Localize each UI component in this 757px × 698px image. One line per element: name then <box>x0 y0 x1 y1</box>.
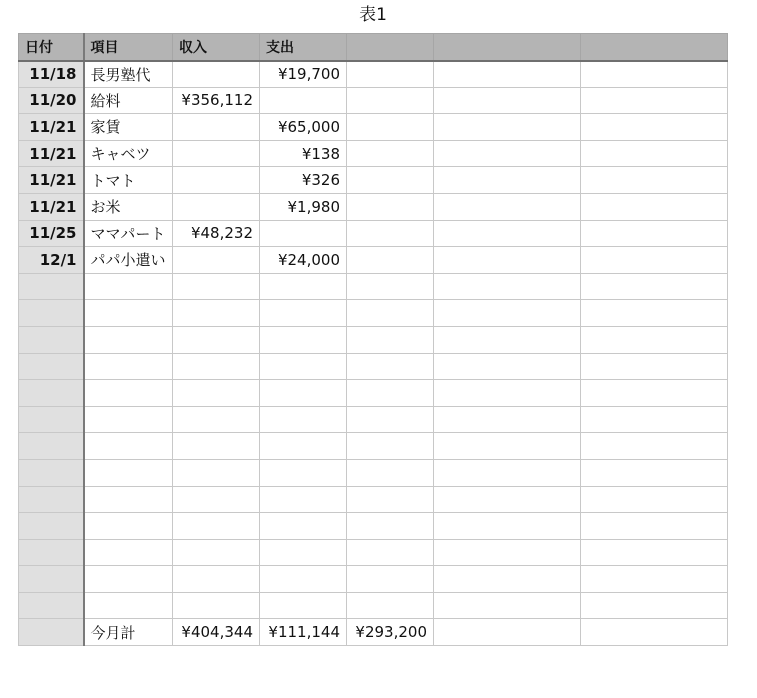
item-cell[interactable] <box>84 513 173 540</box>
date-cell[interactable] <box>19 406 84 433</box>
table-row <box>19 459 728 486</box>
item-cell[interactable]: 家賃 <box>84 114 173 141</box>
cell[interactable] <box>581 87 728 114</box>
cell[interactable] <box>434 247 581 274</box>
date-cell[interactable] <box>19 539 84 566</box>
cell[interactable] <box>347 247 434 274</box>
income-cell[interactable]: ¥356,112 <box>173 87 260 114</box>
expense-cell[interactable] <box>260 273 347 300</box>
expense-cell[interactable] <box>260 353 347 380</box>
income-cell[interactable] <box>173 433 260 460</box>
income-cell[interactable] <box>173 61 260 88</box>
table-row <box>19 406 728 433</box>
cell[interactable] <box>581 247 728 274</box>
cell[interactable] <box>434 539 581 566</box>
item-cell[interactable] <box>84 459 173 486</box>
item-cell[interactable] <box>84 566 173 593</box>
date-cell[interactable] <box>19 273 84 300</box>
totals-row <box>19 619 728 646</box>
totals-label-cell[interactable]: 今月計 <box>84 619 173 646</box>
cell[interactable] <box>347 87 434 114</box>
cell[interactable] <box>581 592 728 619</box>
item-cell[interactable] <box>84 539 173 566</box>
expense-cell[interactable] <box>260 566 347 593</box>
cell[interactable] <box>581 380 728 407</box>
cell[interactable] <box>581 273 728 300</box>
date-cell[interactable]: 11/21 <box>19 193 84 220</box>
column-header-expense[interactable]: 支出 <box>260 34 347 61</box>
cell[interactable] <box>434 433 581 460</box>
item-cell[interactable] <box>84 326 173 353</box>
income-cell[interactable] <box>173 539 260 566</box>
date-cell[interactable] <box>19 353 84 380</box>
cell[interactable] <box>581 406 728 433</box>
cell[interactable] <box>347 300 434 327</box>
date-cell[interactable] <box>19 592 84 619</box>
cell[interactable] <box>434 167 581 194</box>
income-cell[interactable] <box>173 592 260 619</box>
cell[interactable] <box>434 459 581 486</box>
item-cell[interactable] <box>84 300 173 327</box>
cell[interactable] <box>581 486 728 513</box>
cell[interactable] <box>347 167 434 194</box>
income-cell[interactable] <box>173 247 260 274</box>
cell[interactable] <box>581 459 728 486</box>
income-cell[interactable] <box>173 273 260 300</box>
cell[interactable] <box>581 353 728 380</box>
expense-cell[interactable] <box>260 459 347 486</box>
cell[interactable] <box>434 87 581 114</box>
table-row <box>19 566 728 593</box>
expense-cell[interactable] <box>260 87 347 114</box>
header-row <box>19 34 728 61</box>
cell[interactable] <box>434 273 581 300</box>
cell[interactable] <box>347 326 434 353</box>
cell[interactable] <box>434 566 581 593</box>
income-cell[interactable] <box>173 486 260 513</box>
date-cell[interactable]: 11/21 <box>19 114 84 141</box>
date-cell[interactable] <box>19 513 84 540</box>
cell[interactable] <box>347 433 434 460</box>
table-row <box>19 273 728 300</box>
date-cell[interactable]: 11/21 <box>19 167 84 194</box>
cell[interactable] <box>434 380 581 407</box>
table-row <box>19 539 728 566</box>
cell[interactable] <box>347 459 434 486</box>
cell[interactable] <box>347 220 434 247</box>
column-header-f[interactable] <box>434 34 581 61</box>
cell[interactable] <box>434 619 581 646</box>
sheet-title: 表1 <box>359 5 387 25</box>
cell[interactable] <box>581 140 728 167</box>
cell[interactable] <box>581 566 728 593</box>
table-row <box>19 140 728 167</box>
cell[interactable] <box>347 380 434 407</box>
cell[interactable] <box>347 114 434 141</box>
date-cell[interactable] <box>19 486 84 513</box>
cell[interactable] <box>581 61 728 88</box>
date-cell[interactable] <box>19 300 84 327</box>
expense-cell[interactable] <box>260 513 347 540</box>
expense-cell[interactable] <box>260 592 347 619</box>
cell[interactable] <box>347 539 434 566</box>
cell[interactable] <box>434 193 581 220</box>
expense-cell[interactable] <box>260 220 347 247</box>
table-row <box>19 167 728 194</box>
cell[interactable] <box>434 140 581 167</box>
item-cell[interactable] <box>84 353 173 380</box>
cell[interactable] <box>581 167 728 194</box>
income-cell[interactable] <box>173 459 260 486</box>
income-cell[interactable] <box>173 513 260 540</box>
cell[interactable] <box>581 539 728 566</box>
income-cell[interactable] <box>173 353 260 380</box>
income-cell[interactable] <box>173 114 260 141</box>
cell[interactable] <box>434 300 581 327</box>
expense-cell[interactable] <box>260 300 347 327</box>
table-row <box>19 592 728 619</box>
column-header-g[interactable] <box>581 34 728 61</box>
cell[interactable] <box>581 433 728 460</box>
expense-cell[interactable] <box>260 433 347 460</box>
income-cell[interactable] <box>173 566 260 593</box>
date-cell[interactable] <box>19 326 84 353</box>
cell[interactable] <box>347 592 434 619</box>
cell[interactable] <box>434 61 581 88</box>
table-row <box>19 513 728 540</box>
expense-cell[interactable]: ¥65,000 <box>260 114 347 141</box>
income-cell[interactable] <box>173 380 260 407</box>
cell[interactable] <box>581 326 728 353</box>
income-cell[interactable] <box>173 326 260 353</box>
table-row <box>19 247 728 274</box>
item-cell[interactable] <box>84 592 173 619</box>
table-row <box>19 220 728 247</box>
date-cell[interactable]: 12/1 <box>19 247 84 274</box>
expense-total-cell[interactable]: ¥111,144 <box>260 619 347 646</box>
item-cell[interactable]: キャベツ <box>84 140 173 167</box>
cell[interactable] <box>434 486 581 513</box>
cell[interactable] <box>434 220 581 247</box>
expense-cell[interactable] <box>260 380 347 407</box>
item-cell[interactable] <box>84 406 173 433</box>
balance-cell[interactable]: ¥293,200 <box>347 619 434 646</box>
cell[interactable] <box>434 353 581 380</box>
date-cell[interactable]: 11/18 <box>19 61 84 88</box>
item-cell[interactable] <box>84 380 173 407</box>
income-total-cell[interactable]: ¥404,344 <box>173 619 260 646</box>
table-row <box>19 61 728 88</box>
table-row <box>19 114 728 141</box>
income-cell[interactable] <box>173 167 260 194</box>
column-header-date[interactable]: 日付 <box>19 34 84 61</box>
expense-cell[interactable]: ¥138 <box>260 140 347 167</box>
cell[interactable] <box>347 566 434 593</box>
cell[interactable] <box>347 513 434 540</box>
income-cell[interactable] <box>173 193 260 220</box>
item-cell[interactable]: トマト <box>84 167 173 194</box>
cell[interactable] <box>581 300 728 327</box>
cell[interactable] <box>347 486 434 513</box>
item-cell[interactable]: ママパート <box>84 220 173 247</box>
table-row <box>19 300 728 327</box>
table-row <box>19 433 728 460</box>
column-header-income[interactable]: 収入 <box>173 34 260 61</box>
item-cell[interactable]: 給料 <box>84 87 173 114</box>
table-row <box>19 326 728 353</box>
item-cell[interactable] <box>84 486 173 513</box>
cell[interactable] <box>347 61 434 88</box>
income-cell[interactable] <box>173 140 260 167</box>
expense-cell[interactable]: ¥24,000 <box>260 247 347 274</box>
expense-cell[interactable] <box>260 406 347 433</box>
expense-cell[interactable] <box>260 539 347 566</box>
expense-cell[interactable]: ¥19,700 <box>260 61 347 88</box>
spreadsheet-table <box>18 33 728 646</box>
date-cell[interactable] <box>19 433 84 460</box>
cell[interactable] <box>434 326 581 353</box>
cell[interactable] <box>347 353 434 380</box>
income-cell[interactable]: ¥48,232 <box>173 220 260 247</box>
cell[interactable] <box>434 592 581 619</box>
cell[interactable] <box>434 114 581 141</box>
cell[interactable] <box>347 140 434 167</box>
cell[interactable] <box>581 220 728 247</box>
date-cell[interactable]: 11/21 <box>19 140 84 167</box>
cell[interactable] <box>347 273 434 300</box>
cell[interactable] <box>347 406 434 433</box>
cell[interactable] <box>581 513 728 540</box>
date-cell[interactable]: 11/20 <box>19 87 84 114</box>
expense-cell[interactable] <box>260 486 347 513</box>
date-cell[interactable] <box>19 459 84 486</box>
date-cell[interactable] <box>19 566 84 593</box>
table-row <box>19 486 728 513</box>
date-cell[interactable] <box>19 380 84 407</box>
cell[interactable] <box>581 619 728 646</box>
column-header-item[interactable]: 項目 <box>84 34 173 61</box>
item-cell[interactable]: 長男塾代 <box>84 61 173 88</box>
table-row <box>19 193 728 220</box>
cell[interactable] <box>581 114 728 141</box>
item-cell[interactable]: パパ小遣い <box>84 247 173 274</box>
item-cell[interactable] <box>84 433 173 460</box>
cell[interactable] <box>434 513 581 540</box>
cell[interactable] <box>434 406 581 433</box>
expense-cell[interactable]: ¥326 <box>260 167 347 194</box>
table-row <box>19 380 728 407</box>
date-cell[interactable]: 11/25 <box>19 220 84 247</box>
cell[interactable] <box>581 193 728 220</box>
table-row <box>19 87 728 114</box>
column-header-e[interactable] <box>347 34 434 61</box>
item-cell[interactable] <box>84 273 173 300</box>
row-header-cell[interactable] <box>19 619 84 646</box>
expense-cell[interactable]: ¥1,980 <box>260 193 347 220</box>
expense-cell[interactable] <box>260 326 347 353</box>
cell[interactable] <box>347 193 434 220</box>
table-row <box>19 353 728 380</box>
item-cell[interactable]: お米 <box>84 193 173 220</box>
income-cell[interactable] <box>173 406 260 433</box>
income-cell[interactable] <box>173 300 260 327</box>
